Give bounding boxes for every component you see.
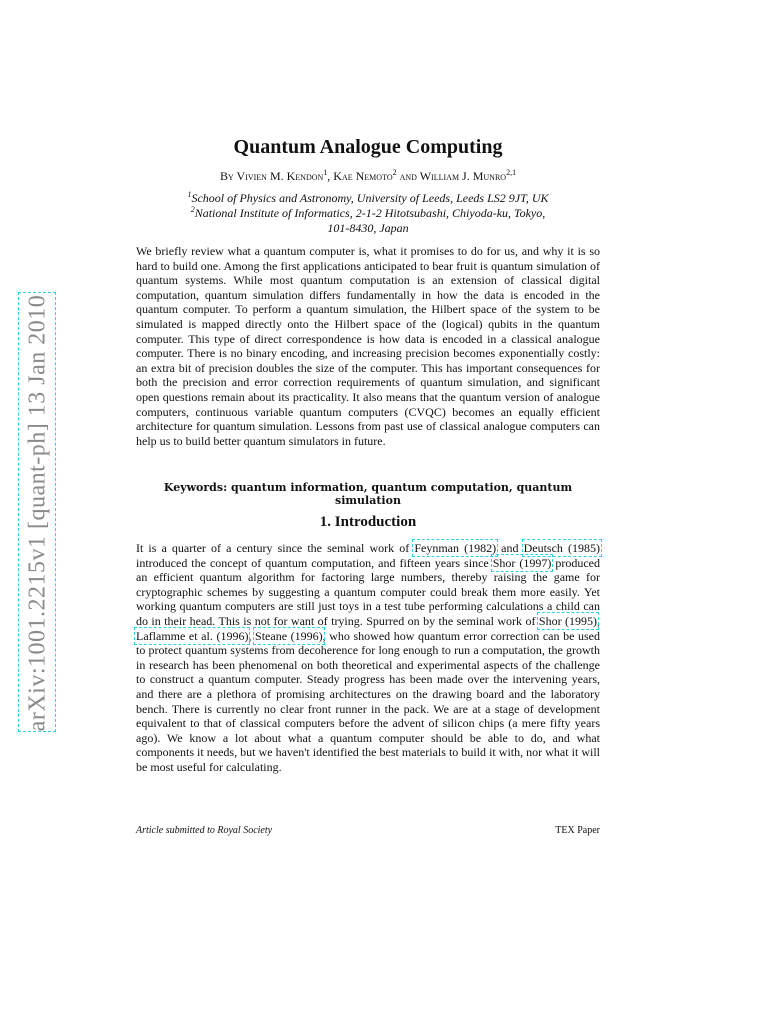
author-and: and [399, 169, 417, 183]
intro-text-3: introduced the concept of quantum computation, and fifteen years since [136, 555, 493, 570]
intro-text-4: produced an efficient quantum algorithm for factoring large numbers, thereby raising the game for cryptographic schemes by suggesting a quantum computer could break them more easily. Yet working quantum computers are still just toys in a test tube performing calculations a child can do in their head. This is not for want of trying. Spurred on by the seminal work of [136, 555, 600, 628]
author-1-sup: 1 [323, 168, 328, 177]
affiliation-1-text: School of Physics and Astronomy, University of Leeds, Leeds LS2 9JT, UK [191, 191, 549, 205]
footer-paper-type: TEX Paper [555, 825, 600, 836]
paper-title: Quantum Analogue Computing [233, 136, 503, 158]
affiliation-1-sup: 1 [187, 190, 192, 199]
author-1: Vivien M. Kendon [236, 169, 324, 183]
intro-text-6: , [248, 628, 256, 643]
intro-text-5: , [597, 613, 600, 628]
author-prefix: By [219, 169, 234, 183]
author-3: William J. Munro [419, 169, 507, 183]
author-3-sup: 2,1 [506, 168, 517, 177]
author-2-sup: 2 [392, 168, 397, 177]
arxiv-stamp[interactable] [18, 292, 56, 732]
intro-text-7: , who showed how quantum error correction can be used to protect quantum systems from decoherence for long enough to run a computation, the growth in research has been phenomenal on both theoretical and experimental aspects of the challenge to construct a quantum computer. Steady progress has been made over the intervening years, and there are a plethora of promising architectures on the drawing board and the laboratory bench. There is currently no clear front runner in the pack. We are at a stage of development equivalent to that of classical computers before the advent of silicon chips (a mere fifty years ago). We know a lot about what a quantum computer should be able to do, and what components it needs, but we haven't identified the best materials to build it with, nor what it will be most useful for calculating. [136, 628, 601, 774]
citation-feynman-1982[interactable]: Feynman (1982) [414, 541, 497, 555]
affiliation-1 [136, 191, 600, 206]
citation-deutsch-1985[interactable]: Deutsch (1985) [523, 541, 600, 555]
arxiv-id: arXiv:1001.2215v1 [quant-ph] 13 Jan 2010 [24, 294, 51, 732]
affiliation-2-continued: 101-8430, Japan [327, 221, 409, 235]
citation-shor-1997[interactable]: Shor (1997) [492, 555, 552, 570]
author-2: Kae Nemoto [333, 169, 393, 183]
affiliation-2 [136, 206, 600, 221]
abstract: We briefly review what a quantum computer is, what it promises to do for us, and why it is so hard to build one. Among the first applications anticipated to bear fruit is quantum simulation of quantum systems. While most quantum computation is an extension of classical digital computation, quantum simulation differs fundamentally in how the data is encoded in the quantum computer. To perform a quantum simulation, the Hilbert space of the system to be simulated is mapped directly onto the Hilbert space of the (logical) qubits in the quantum computer. This type of direct correspondence is how data is encoded in a classical analogue computer. There is no binary encoding, and increasing precision becomes exponentially costly: an extra bit of precision doubles the size of the computer. This has important consequences for both the precision and error correction requirements of quantum simulation, and significant open questions remain about its practicality. It also means that the quantum version of analogue computers, continuous variable quantum computers (CVQC) becomes an equally efficient architecture for quantum simulation. Lessons from past use of classical analogue computers can help us to build better quantum simulators in future. [136, 244, 600, 448]
intro-text-1: It is a quarter of a century since the seminal work of [136, 541, 415, 555]
keywords: Keywords: quantum information, quantum computation, quantum simulation [163, 481, 573, 507]
intro-text-2: and [496, 541, 524, 555]
author-line: By Vivien M. Kendon$^1$, Kae Nemoto$^2$ and William J. Munro$^{2,1}$ [219, 168, 517, 183]
affiliation-2-text: National Institute of Informatics, 2-1-2 Hitotsubashi, Chiyoda-ku, Tokyo, [194, 206, 546, 220]
citation-laflamme-1996[interactable]: Laflamme et al. (1996) [136, 628, 249, 643]
introduction-paragraph [136, 541, 600, 775]
citation-shor-1995[interactable]: Shor (1995) [538, 613, 597, 628]
citation-steane-1996[interactable]: Steane (1996) [255, 628, 323, 643]
footer-submission-note: Article submitted to Royal Society [136, 825, 273, 836]
affiliation-2-sup: 2 [190, 205, 195, 214]
section-heading-introduction: 1. Introduction [319, 514, 417, 530]
